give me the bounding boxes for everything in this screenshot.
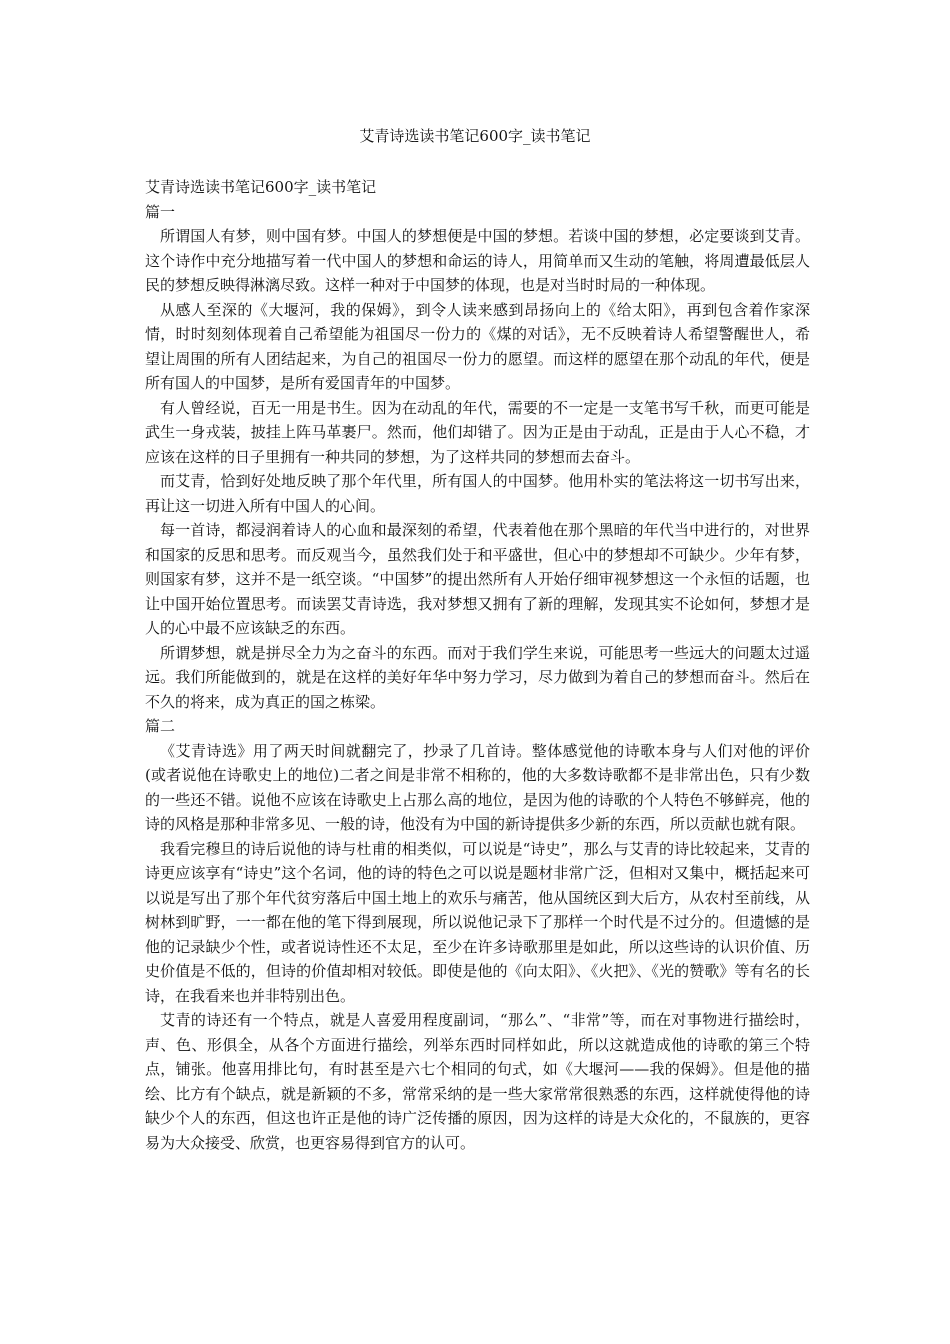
document-body [145, 175, 810, 1155]
paragraph: 每一首诗，都浸润着诗人的心血和最深刻的希望，代表着他在那个黑暗的年代当中进行的，对世界和国家的反思和思考。而反观当今，虽然我们处于和平盛世，但心中的梦想却不可缺少。少年有梦，则国家有梦，这并不是一纸空谈。“中国梦”的提出然所有人开始仔细审视梦想这一个永恒的话题，也让中国开始位置思考。而读罢艾青诗选，我对梦想又拥有了新的理解，发现其实不论如何，梦想才是人的心中最不应该缺乏的东西。 [145, 521, 810, 637]
paragraph: 我看完穆旦的诗后说他的诗与杜甫的相类似，可以说是“诗史”，那么与艾青的诗比较起来，艾青的诗更应该享有“诗史”这个名词，他的诗的特色之可以说是题材非常广泛，但相对又集中，概括起来可以说是写出了那个年代贫穷落后中国土地上的欢乐与痛苦，他从国统区到大后方，从农村至前线，从树林到旷野，一一都在他的笔下得到展现，所以说他记录下了那样一个时代是不过分的。但遗憾的是他的记录缺少个性，或者说诗性还不太足，至少在许多诗歌那里是如此，所以这些诗的认识价值、历史价值是不低的，但诗的价值却相对较低。即使是他的《向太阳》、《火把》、《光的赞歌》等有名的长诗，在我看来也并非特别出色。 [145, 839, 810, 1005]
paragraph: 而艾青，恰到好处地反映了那个年代里，所有国人的中国梦。他用朴实的笔法将这一切书写出来，再让这一切进入所有中国人的心间。 [145, 472, 810, 515]
document-heading: 艾青诗选读书笔记600字_读书笔记 [145, 178, 377, 196]
paragraph: 艾青的诗还有一个特点，就是人喜爱用程度副词，“那么”、“非常”等，而在对事物进行描绘时，声、色、形俱全，从各个方面进行描绘，列举东西时同样如此，所以这就造成他的诗歌的第三个特点，铺张。他喜用排比句，有时甚至是六七个相同的句式，如《大堰河——我的保姆》。但是他的描绘、比方有个缺点，就是新颖的不多，常常采纳的是一些大家常常很熟悉的东西，这样就使得他的诗缺少个人的东西，但这也许正是他的诗广泛传播的原因，因为这样的诗是大众化的，不鼠族的，更容易为大众接受、欣赏，也更容易得到官方的认可。 [145, 1011, 810, 1152]
section-label-1: 篇一 [145, 202, 176, 221]
page-title: 艾青诗选读书笔记600字_读书笔记 [359, 127, 591, 145]
paragraph: 《艾青诗选》用了两天时间就翻完了，抄录了几首诗。整体感觉他的诗歌本身与人们对他的评价(或者说他在诗歌史上的地位)二者之间是非常不相称的，他的大多数诗歌都不是非常出色，只有少数的一些还不错。说他不应该在诗歌史上占那么高的地位，是因为他的诗歌的个人特色不够鲜亮，他的诗的风格是那种非常多见、一般的诗，他没有为中国的新诗提供多少新的东西，所以贡献也就有限。 [145, 741, 810, 833]
paragraph: 所谓梦想，就是拼尽全力为之奋斗的东西。而对于我们学生来说，可能思考一些远大的问题太过遥远。我们所能做到的，就是在这样的美好年华中努力学习，尽力做到为着自己的梦想而奋斗。然后在不久的将来，成为真正的国之栋梁。 [145, 643, 810, 711]
paragraph: 有人曾经说，百无一用是书生。因为在动乱的年代，需要的不一定是一支笔书写千秋，而更可能是武生一身戎装，披挂上阵马革裹尸。然而，他们却错了。因为正是由于动乱，正是由于人心不稳，才应该在这样的日子里拥有一种共同的梦想，为了这样共同的梦想而去奋斗。 [145, 398, 810, 466]
paragraph: 所谓国人有梦，则中国有梦。中国人的梦想便是中国的梦想。若谈中国的梦想，必定要谈到艾青。这个诗作中充分地描写着一代中国人的梦想和命运的诗人，用简单而又生动的笔触，将周遭最低层人民的梦想反映得淋漓尽致。这样一种对于中国梦的体现，也是对当时时局的一种体现。 [145, 227, 810, 294]
paragraph: 从感人至深的《大堰河，我的保姆》，到令人读来感到昂扬向上的《给太阳》，再到包含着作家深情，时时刻刻体现着自己希望能为祖国尽一份力的《煤的对话》，无不反映着诗人希望警醒世人，希望让周围的所有人团结起来，为自己的祖国尽一份力的愿望。而这样的愿望在那个动乱的年代，便是所有国人的中国梦，是所有爱国青年的中国梦。 [145, 300, 810, 392]
section-label-2: 篇二 [145, 717, 176, 735]
